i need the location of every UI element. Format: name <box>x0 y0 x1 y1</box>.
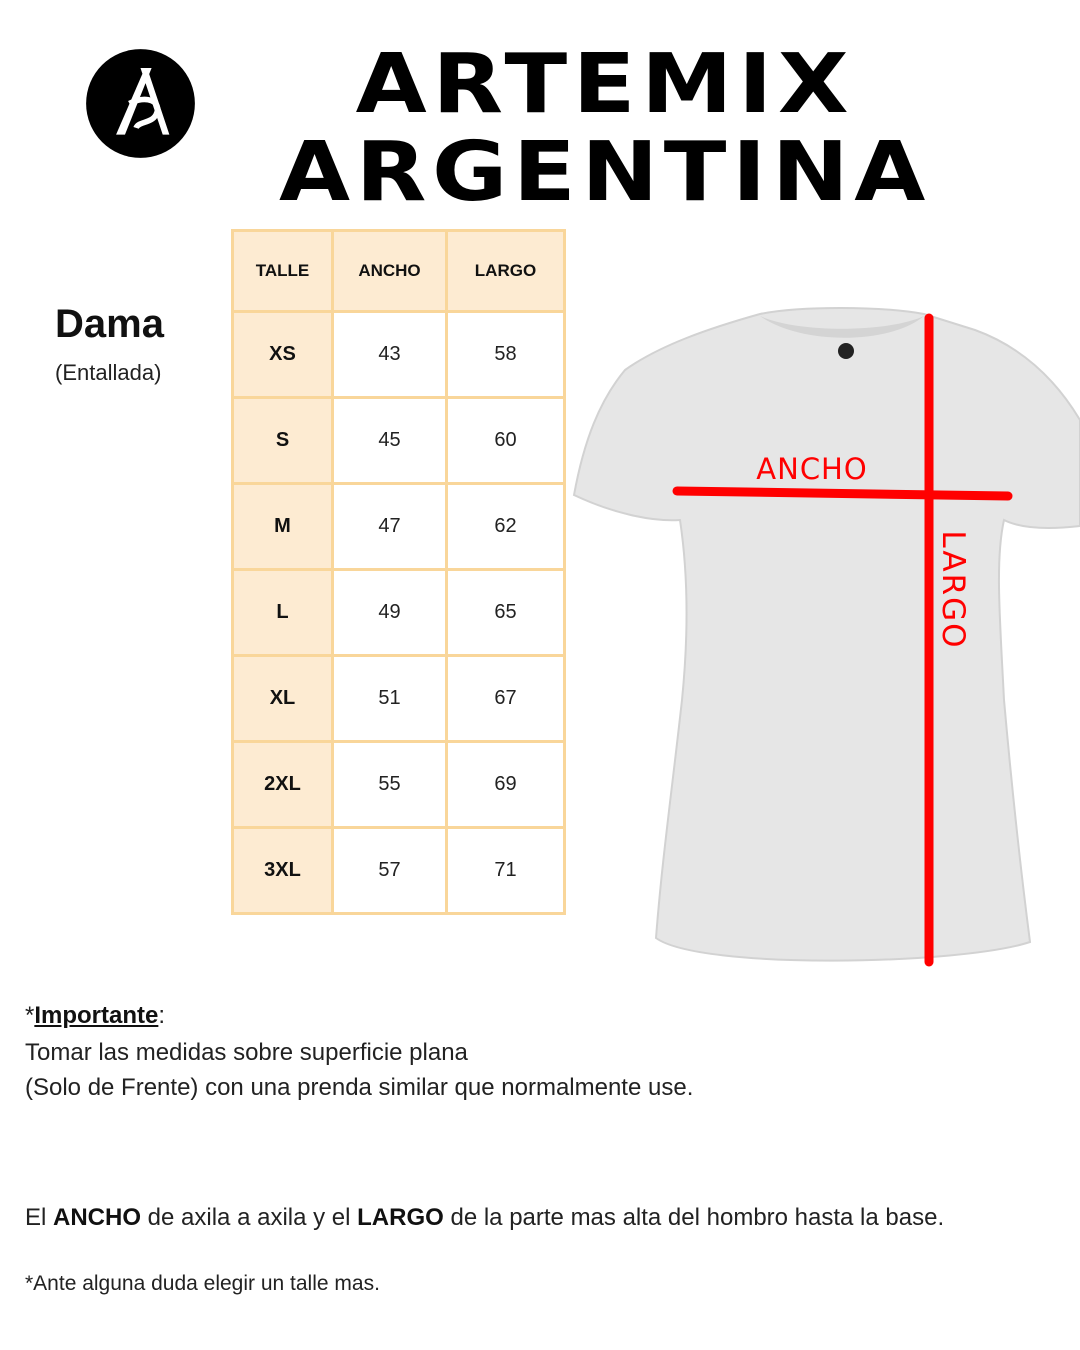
header-ancho: ANCHO <box>333 231 447 312</box>
size-table <box>231 229 566 915</box>
table-row <box>233 656 565 742</box>
header-largo: LARGO <box>447 231 565 312</box>
table-row <box>233 312 565 398</box>
largo-label: LARGO <box>935 530 971 650</box>
table-row <box>233 570 565 656</box>
size-cell: XS <box>233 312 333 398</box>
brand-title-line1: ARTEMIX <box>355 37 855 132</box>
brand-title-line2: ARGENTINA <box>279 125 931 220</box>
important-note <box>25 998 165 1033</box>
ancho-cell: 51 <box>333 656 447 742</box>
size-cell: XL <box>233 656 333 742</box>
ancho-cell: 47 <box>333 484 447 570</box>
note-line3 <box>25 1200 944 1235</box>
ancho-cell: 55 <box>333 742 447 828</box>
ancho-cell: 49 <box>333 570 447 656</box>
largo-cell: 71 <box>447 828 565 914</box>
note-largo: LARGO <box>357 1204 444 1231</box>
important-suffix: : <box>158 1002 166 1029</box>
largo-cell: 58 <box>447 312 565 398</box>
header-talle: TALLE <box>233 231 333 312</box>
brand-logo-icon <box>85 48 196 159</box>
important-prefix: * <box>25 1002 35 1029</box>
note-line2: (Solo de Frente) con una prenda similar que normalmente use. <box>25 1074 694 1101</box>
section-title: Dama <box>55 302 164 346</box>
note-text: de axila a axila y el <box>141 1204 358 1231</box>
section-subtitle: (Entallada) <box>55 360 162 385</box>
largo-cell: 60 <box>447 398 565 484</box>
largo-cell: 65 <box>447 570 565 656</box>
size-cell: 2XL <box>233 742 333 828</box>
largo-cell: 67 <box>447 656 565 742</box>
note-text: de la parte mas alta del hombro hasta la base. <box>443 1204 945 1231</box>
note-text: El <box>25 1204 54 1231</box>
ancho-label: ANCHO <box>756 452 868 486</box>
table-row <box>233 742 565 828</box>
ancho-line <box>677 491 1008 496</box>
table-row <box>233 398 565 484</box>
table-header-row <box>233 231 565 312</box>
note-ancho: ANCHO <box>53 1204 142 1231</box>
ancho-cell: 43 <box>333 312 447 398</box>
largo-cell: 69 <box>447 742 565 828</box>
ancho-cell: 57 <box>333 828 447 914</box>
tshirt-shape <box>574 308 1080 961</box>
size-cell: 3XL <box>233 828 333 914</box>
collar-logo-icon <box>838 343 854 359</box>
size-cell: S <box>233 398 333 484</box>
table-row <box>233 828 565 914</box>
table-row <box>233 484 565 570</box>
important-label: Importante <box>34 1002 159 1029</box>
size-cell: L <box>233 570 333 656</box>
size-cell: M <box>233 484 333 570</box>
note-line1: Tomar las medidas sobre superficie plana <box>25 1039 468 1066</box>
tshirt-diagram <box>570 300 1080 980</box>
ancho-cell: 45 <box>333 398 447 484</box>
note-line4: *Ante alguna duda elegir un talle mas. <box>25 1272 380 1295</box>
largo-cell: 62 <box>447 484 565 570</box>
